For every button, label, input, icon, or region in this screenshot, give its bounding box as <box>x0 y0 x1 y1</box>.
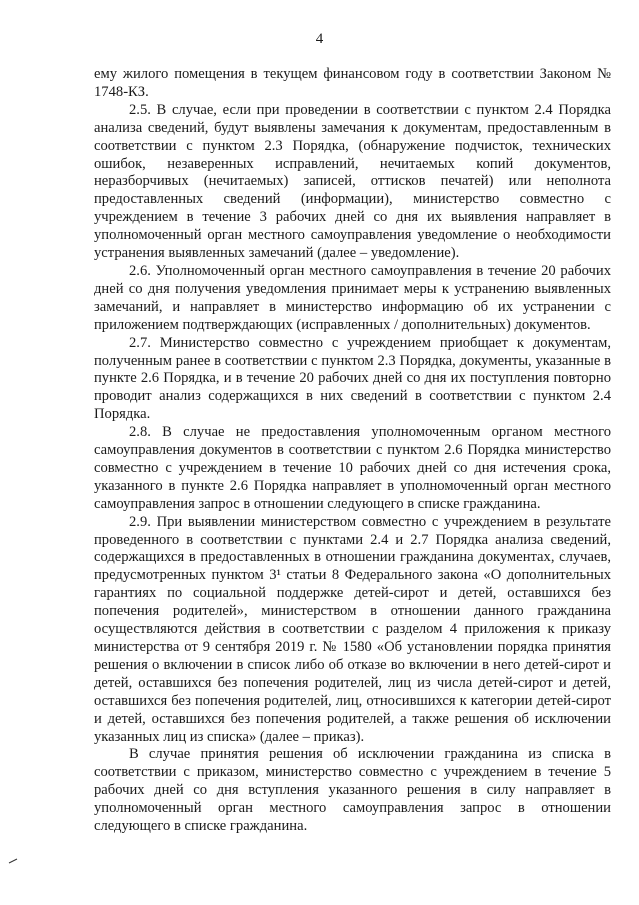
paragraph-exclusion: В случае принятия решения об исключении гражданина из списка в соответствии с приказом, министерство совместно с учреждением в течение 5 рабочих дней со дня вступления указанного решения в силу направляет в уполномоченный орган местного самоуправления запрос в отношении следующего в списке гражданина. <box>94 746 611 835</box>
paragraph-2-8: 2.8. В случае не предоставления уполномоченным органом местного самоуправления документов в соответствии с пунктом 2.6 Порядка министерство совместно с учреждением в течение 10 рабочих дней со дня истечения срока, указанного в пункте 2.6 Порядка направляет в уполномоченный орган местного самоуправления запрос в отношении следующего в списке гражданина. <box>94 424 611 512</box>
page-number: 4 <box>315 31 324 47</box>
paragraph-2-9: 2.9. При выявлении министерством совместно с учреждением в результате проведенного в соответствии с пунктами 2.4 и 2.7 Порядка анализа сведений, содержащихся в предоставленных в отношении гражданина документах, случаев, предусмотренных пунктом 3¹ статьи 8 Федерального закона «О дополнительных гарантиях по социальной поддержке детей-сирот и детей, оставшихся без попечения родителей», министерством в отношении данного гражданина осуществляются действия в соответствии с разделом 4 приложения к приказу министерства от 9 сентября 2019 г. № 1580 «Об установлении порядка принятия решения о включении в список либо об отказе во включении в него детей-сирот и детей, оставшихся без попечения родителей, лиц из числа детей-сирот и детей, оставшихся без попечения родителей, лиц, относившихся к категории детей-сирот и детей, оставшихся без попечения родителей, а также решения об исключении указанных лиц из списка» (далее – приказ). <box>94 513 611 745</box>
paragraph-2-6: 2.6. Уполномоченный орган местного самоуправления в течение 20 рабочих дней со дня получения уведомления принимает меры к устранению выявленных замечаний, и направляет в министерство информацию об их устранении с приложением подтверждающих (исправленных / дополнительных) документов. <box>94 262 611 333</box>
paragraph-continuation: ему жилого помещения в текущем финансовом году в соответствии Законом № 1748-КЗ. <box>94 66 611 100</box>
document-body <box>94 66 611 836</box>
scan-mark <box>8 857 18 865</box>
paragraph-2-5: 2.5. В случае, если при проведении в соответствии с пунктом 2.4 Порядка анализа сведений, будут выявлены замечания к документам, предоставленным в соответствии с пунктом 2.3 Порядка, (обнаружение подчисток, технических ошибок, незаверенных исправлений, нечитаемых копий документов, неразборчивых (нечитаемых) записей, оттисков печатей) или неполнота предоставленных сведений (информации), министерство совместно с учреждением в течение 3 рабочих дней со дня их выявления направляет в уполномоченный орган местного самоуправления уведомление о необходимости устранения выявленных замечаний (далее – уведомление). <box>94 101 611 262</box>
paragraph-2-7: 2.7. Министерство совместно с учреждением приобщает к документам, полученным ранее в соответствии с пунктом 2.3 Порядка, документы, указанные в пункте 2.6 Порядка, и в течение 20 рабочих дней со дня их поступления повторно проводит анализ содержащихся в них сведений в соответствии с пунктом 2.4 Порядка. <box>94 334 611 423</box>
